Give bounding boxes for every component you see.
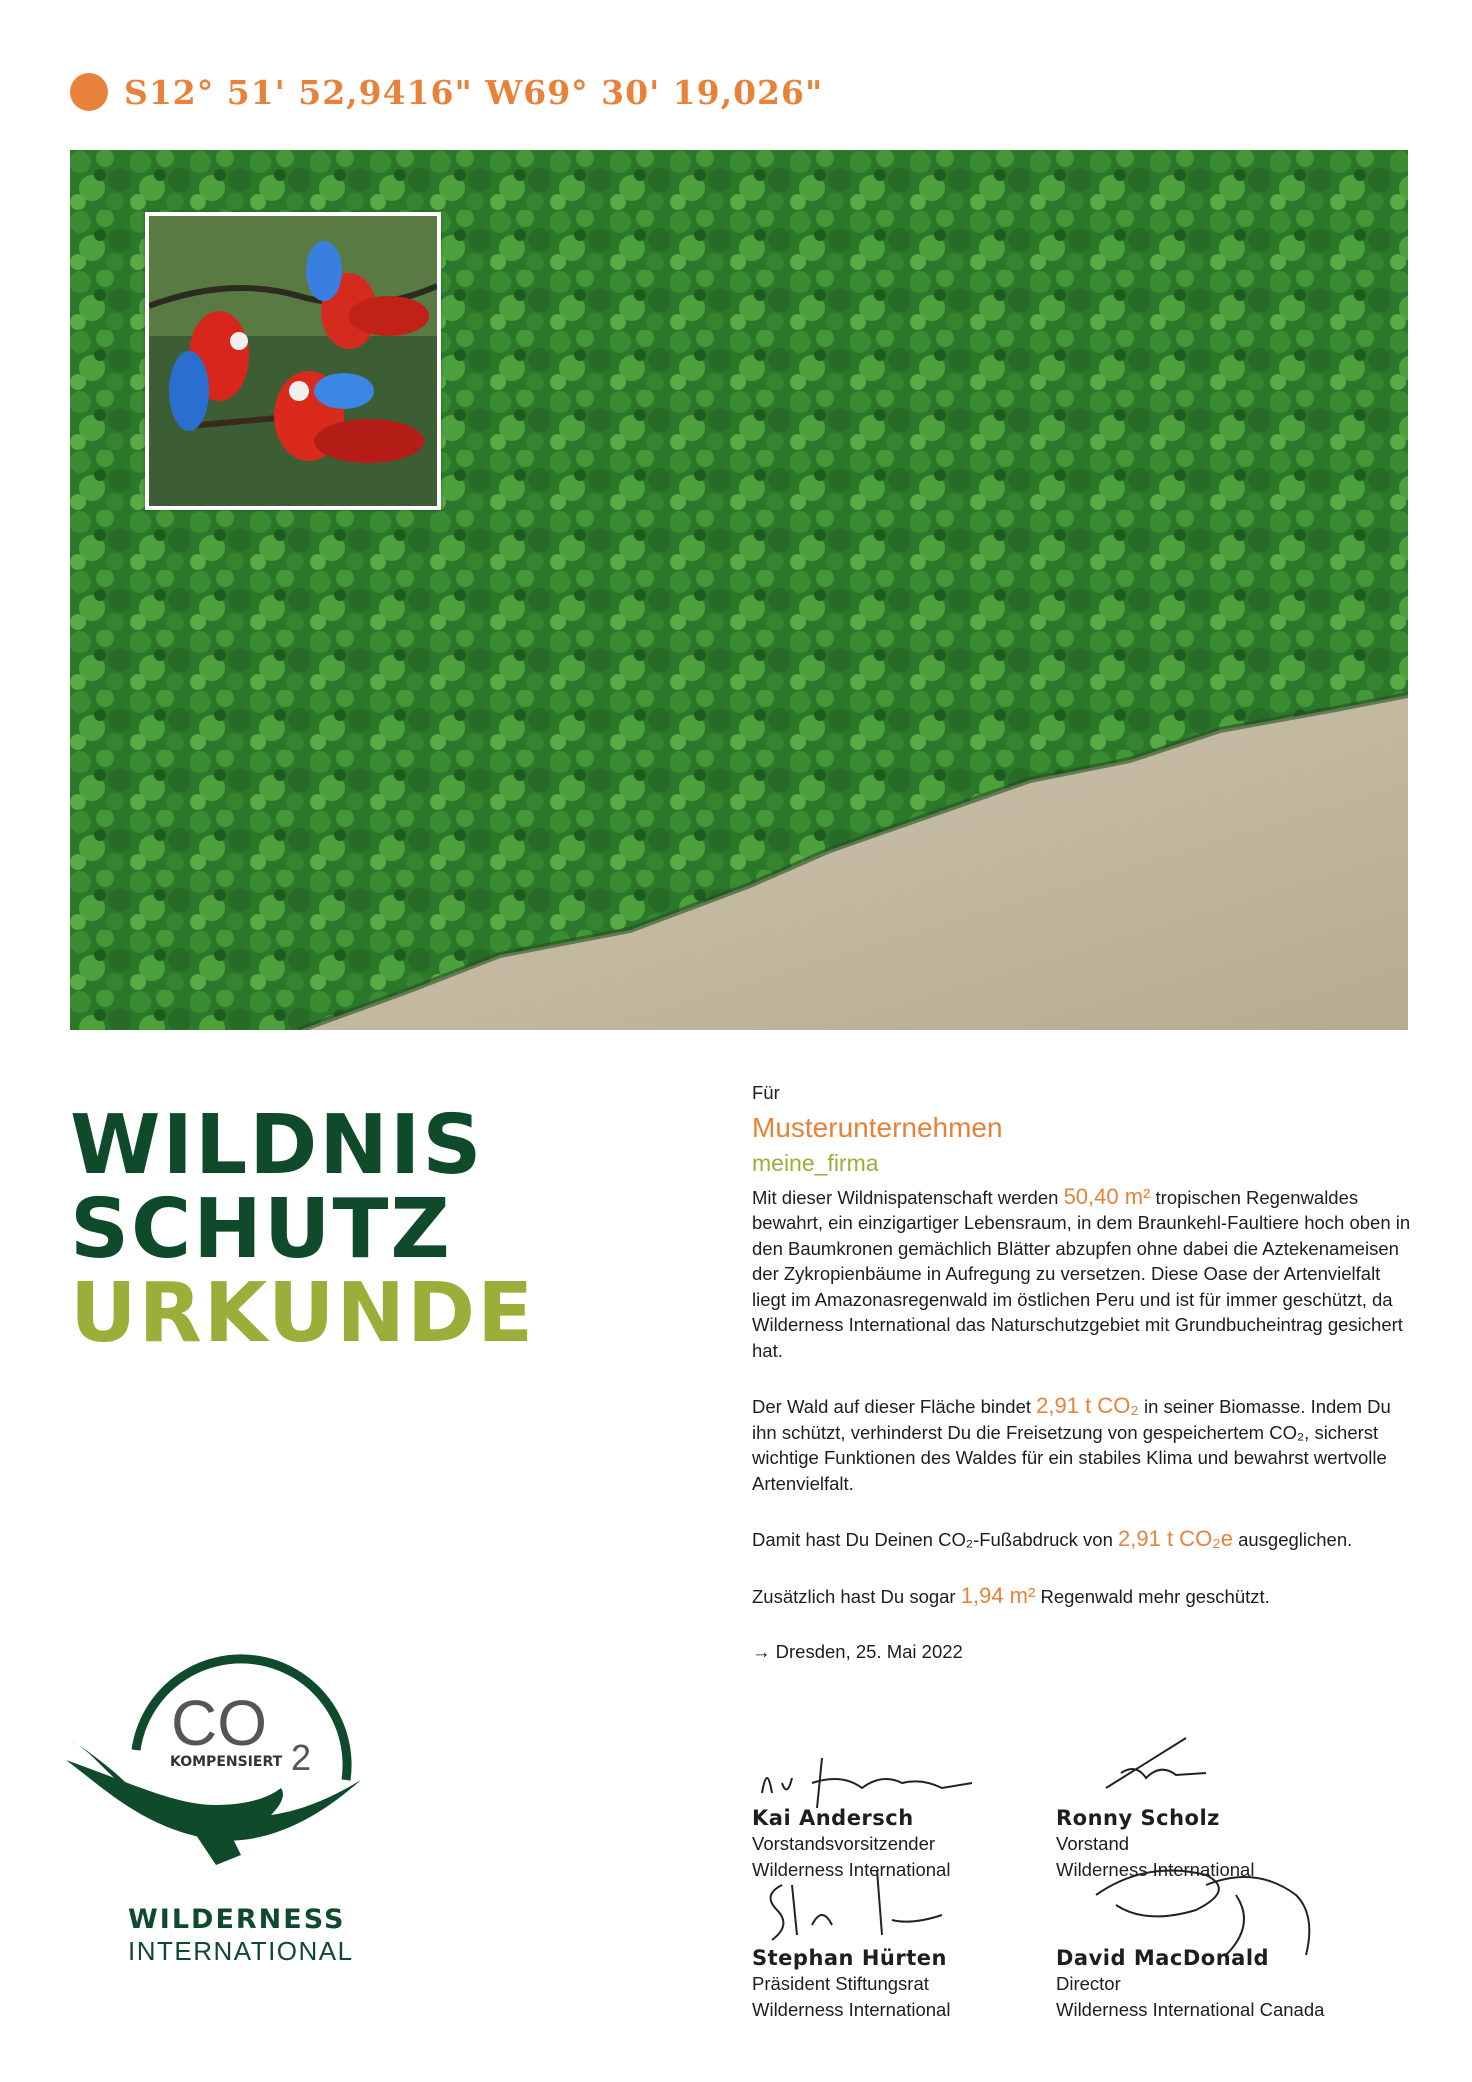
paragraph-footprint-pre: Damit hast Du Deinen CO₂-Fußabdruck von xyxy=(752,1529,1119,1550)
for-label: Für xyxy=(752,1082,780,1103)
signatory-name: David MacDonald xyxy=(1056,1946,1270,1970)
signatory-name: Stephan Hürten xyxy=(752,1946,947,1970)
signature-kai-andersch xyxy=(752,1753,982,1813)
signatory-role: Director xyxy=(1056,1973,1121,1994)
paragraph-biomass-post: in seiner Biomasse. Indem Du ihn schützt, verhinderst Du die Freisetzung von gespeichertem CO₂, sicherst wichtige Funktionen des Waldes für ein stabiles Klima und bewahrst wertvolle Artenvielfalt. xyxy=(752,1396,1391,1494)
paragraph-extra-pre: Zusätzlich hast Du sogar xyxy=(752,1585,961,1607)
co2-bound-value: 2,91 t CO₂ xyxy=(1036,1393,1139,1418)
paragraph-area-post: tropischen Regenwaldes bewahrt, ein einzigartiger Lebensraum, in dem Braunkehl-Faultiere hoch oben in den Baumkronen gemächlich Blätter abzupfen ohne dabei die Aztekenameisen der Zykropienbäume in Aufregung zu versetzen. Diese Oase der Artenvielfalt liegt im Amazonasregenwald im östlichen Peru und ist für immer geschützt, da Wilderness International das Naturschutzgebiet mit Grundbucheintrag gesichert hat. xyxy=(752,1186,1411,1361)
paragraph-area xyxy=(752,1184,1412,1364)
signatures xyxy=(752,1755,1392,2045)
signatory-org: Wilderness International xyxy=(752,1999,951,2020)
paragraph-extra-post: Regenwald mehr geschützt. xyxy=(1035,1585,1270,1607)
signatory-name: Ronny Scholz xyxy=(1056,1806,1220,1830)
macaw-photo xyxy=(145,212,441,510)
paragraph-footprint-post: ausgeglichen. xyxy=(1232,1529,1353,1550)
certificate-body xyxy=(752,1080,1412,1665)
signatory-org: Wilderness International Canada xyxy=(1056,1999,1325,2020)
paragraph-biomass xyxy=(752,1393,1412,1496)
signature-stephan-huerten xyxy=(752,1865,982,1945)
paragraph-area-pre: Mit dieser Wildnispatenschaft werden xyxy=(752,1186,1064,1208)
signatory-org: Wilderness International xyxy=(752,1859,951,1880)
kompensiert-text: KOMPENSIERT xyxy=(170,1754,283,1770)
signatory-role: Vorstand xyxy=(1056,1833,1130,1854)
date-line: → Dresden, 25. Mai 2022 xyxy=(752,1641,963,1662)
co2-subscript: 2 xyxy=(291,1737,312,1778)
coordinates-header xyxy=(70,70,823,114)
signature-david-macdonald xyxy=(1056,1855,1356,1965)
location-dot-icon xyxy=(70,73,108,111)
certificate-title xyxy=(70,1098,536,1361)
recipient-firm: meine_firma xyxy=(752,1149,879,1176)
logo-org-line-1: WILDERNESS xyxy=(128,1904,346,1935)
signatory-role: Präsident Stiftungsrat xyxy=(752,1973,929,1994)
title-line-3: URKUNDE xyxy=(70,1266,536,1361)
signatory-3 xyxy=(752,1895,1052,2023)
protected-area-value: 50,40 m² xyxy=(1063,1183,1151,1209)
signature-ronny-scholz xyxy=(1086,1733,1236,1803)
title-line-2: SCHUTZ xyxy=(70,1182,452,1277)
paragraph-biomass-pre: Der Wald auf dieser Fläche bindet xyxy=(752,1396,1037,1417)
signatory-4 xyxy=(1056,1895,1356,2023)
signatory-1 xyxy=(752,1755,1052,1883)
logo-org-line-2: INTERNATIONAL xyxy=(128,1936,354,1966)
extra-area-value: 1,94 m² xyxy=(960,1582,1036,1608)
signatory-org: Wilderness International xyxy=(1056,1859,1255,1880)
paragraph-extra xyxy=(752,1583,1412,1610)
co2-text: CO xyxy=(171,1687,267,1759)
title-line-1: WILDNIS xyxy=(70,1098,484,1193)
signatory-name: Kai Andersch xyxy=(752,1806,914,1830)
coordinates-text: S12° 51' 52,9416" W69° 30' 19,026" xyxy=(124,72,824,112)
recipient-company: Musterunternehmen xyxy=(752,1111,1003,1143)
paragraph-footprint xyxy=(752,1526,1412,1553)
signatory-role: Vorstandsvorsitzender xyxy=(752,1833,936,1854)
co2e-footprint-value: 2,91 t CO₂e xyxy=(1118,1526,1233,1551)
